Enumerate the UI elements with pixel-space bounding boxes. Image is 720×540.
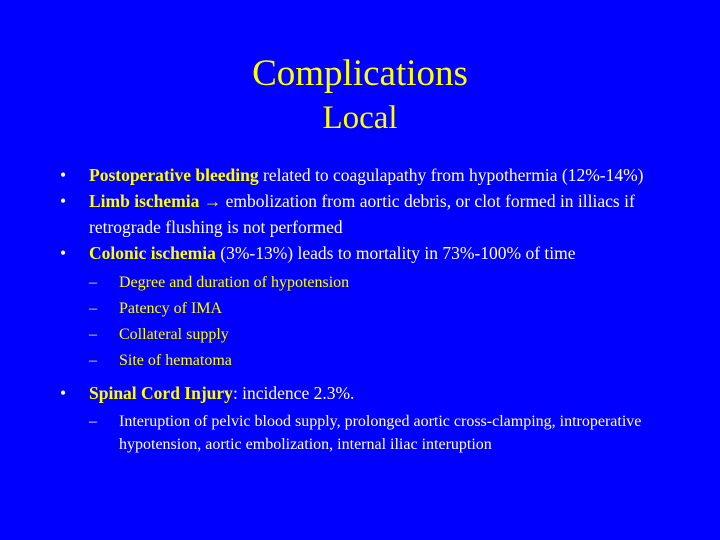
bullet-text: embolization from aortic debris, or clot formed in illiacs if retrograde flushing is not performed — [89, 191, 635, 237]
right-arrow-icon: → — [199, 191, 226, 211]
bullet-postoperative-bleeding — [60, 162, 700, 188]
bullet-text: related to coagulapathy from hypothermia (12%-14%) — [258, 165, 644, 185]
sub-bullet-text: Interuption of pelvic blood supply, prolonged aortic cross-clamping, introperative hypotension, aortic embolization, internal iliac interuption — [119, 413, 642, 453]
dash-icon: – — [89, 274, 97, 291]
bullet-text: (3%-13%) leads to mortality in 73%-100% of time — [215, 243, 576, 263]
bullet-lead: Postoperative bleeding — [89, 165, 259, 185]
sub-bullet — [60, 296, 700, 322]
bullet-icon: • — [60, 243, 67, 263]
sub-bullet — [60, 348, 700, 374]
sub-bullet-text: Site of hematoma — [119, 352, 232, 369]
bullet-limb-ischemia — [60, 188, 700, 240]
bullet-icon: • — [60, 383, 67, 403]
sub-bullet-text: Patency of IMA — [119, 300, 223, 317]
bullet-spinal-cord-injury — [60, 380, 700, 406]
slide-title: Complications — [252, 53, 468, 94]
sub-bullet-text: Collateral supply — [119, 326, 229, 343]
sub-bullet-text: Degree and duration of hypotension — [119, 274, 350, 291]
dash-icon: – — [89, 326, 97, 343]
dash-icon: – — [89, 300, 97, 317]
bullet-text: : incidence 2.3%. — [232, 383, 355, 403]
bullet-lead: Limb ischemia — [89, 191, 200, 211]
bullet-icon: • — [60, 191, 67, 211]
bullet-lead: Colonic ischemia — [89, 243, 216, 263]
sub-bullet — [60, 322, 700, 348]
dash-icon: – — [89, 413, 97, 430]
bullet-lead: Spinal Cord Injury — [89, 383, 233, 403]
bullet-icon: • — [60, 165, 67, 185]
sub-bullet — [60, 270, 700, 296]
sub-bullet — [60, 410, 700, 456]
bullet-colonic-ischemia — [60, 240, 700, 266]
slide-content — [60, 162, 700, 456]
dash-icon: – — [89, 352, 97, 369]
slide-subtitle: Local — [322, 100, 398, 136]
